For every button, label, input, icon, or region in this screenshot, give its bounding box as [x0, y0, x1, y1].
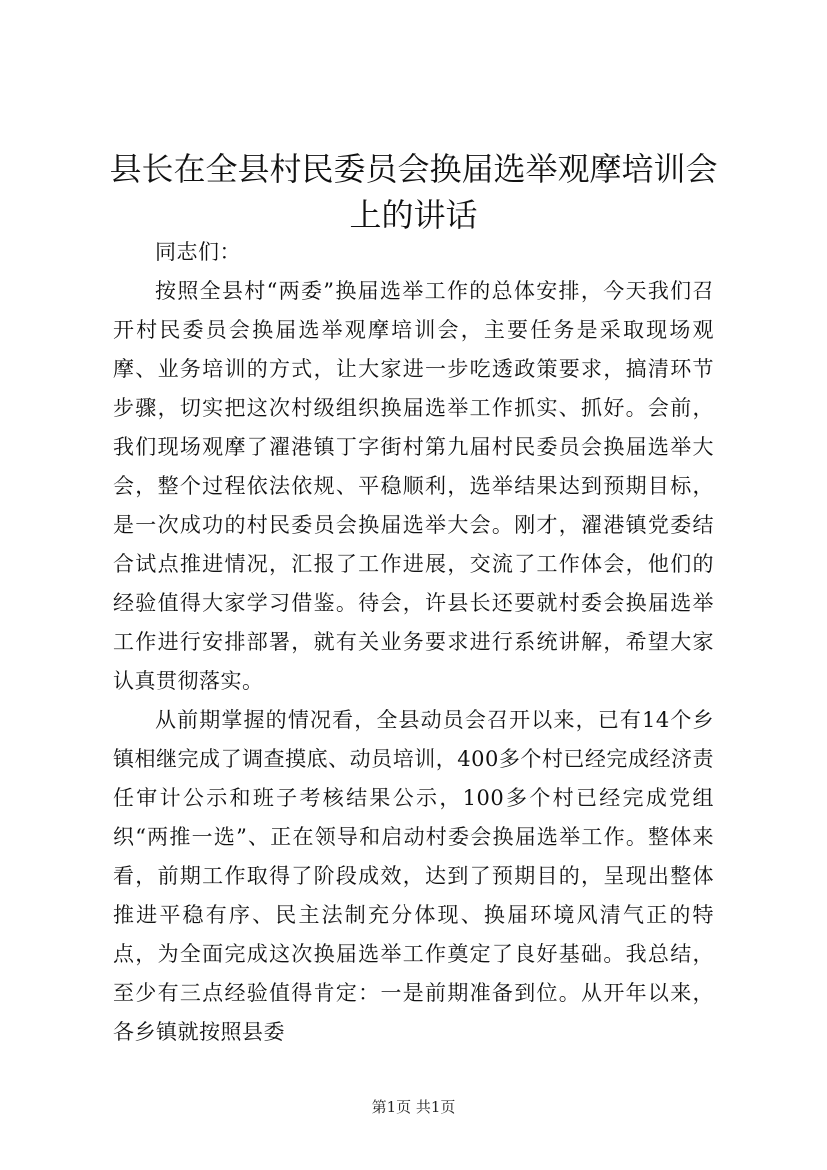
page-footer: 第1页 共1页 — [371, 1098, 456, 1116]
document-title: 县长在全县村民委员会换届选举观摩培训会上的讲话 — [109, 150, 718, 234]
document-body — [113, 233, 714, 1052]
greeting: 同志们： — [155, 240, 241, 264]
paragraph-2: 从前期掌握的情况看，全县动员会召开以来，已有14个乡镇相继完成了调查摸底、动员培训，400多个村已经完成经济责任审计公示和班子考核结果公示，100多个村已经完成党组织“两推一选”、正在领导和启动村委会换届选举工作。整体来看，前期工作取得了阶段成效，达到了预期目的，呈现出整体推进平稳有序、民主法制充分体现、换届环境风清气正的特点，为全面完成这次换届选举工作奠定了良好基础。我总结，至少有三点经验值得肯定：一是前期准备到位。从开年以来，各乡镇就按照县委 — [113, 708, 714, 1044]
paragraph-1: 按照全县村“两委”换届选举工作的总体安排，今天我们召开村民委员会换届选举观摩培训会，主要任务是采取现场观摩、业务培训的方式，让大家进一步吃透政策要求，搞清环节步骤，切实把这次村级组织换届选举工作抓实、抓好。会前，我们现场观摩了濯港镇丁字街村第九届村民委员会换届选举大会，整个过程依法依规、平稳顺利，选举结果达到预期目标，是一次成功的村民委员会换届选举大会。刚才，濯港镇党委结合试点推进情况，汇报了工作进展，交流了工作体会，他们的经验值得大家学习借鉴。待会，许县长还要就村委会换届选举工作进行安排部署，就有关业务要求进行系统讲解，希望大家认真贯彻落实。 — [113, 279, 714, 693]
